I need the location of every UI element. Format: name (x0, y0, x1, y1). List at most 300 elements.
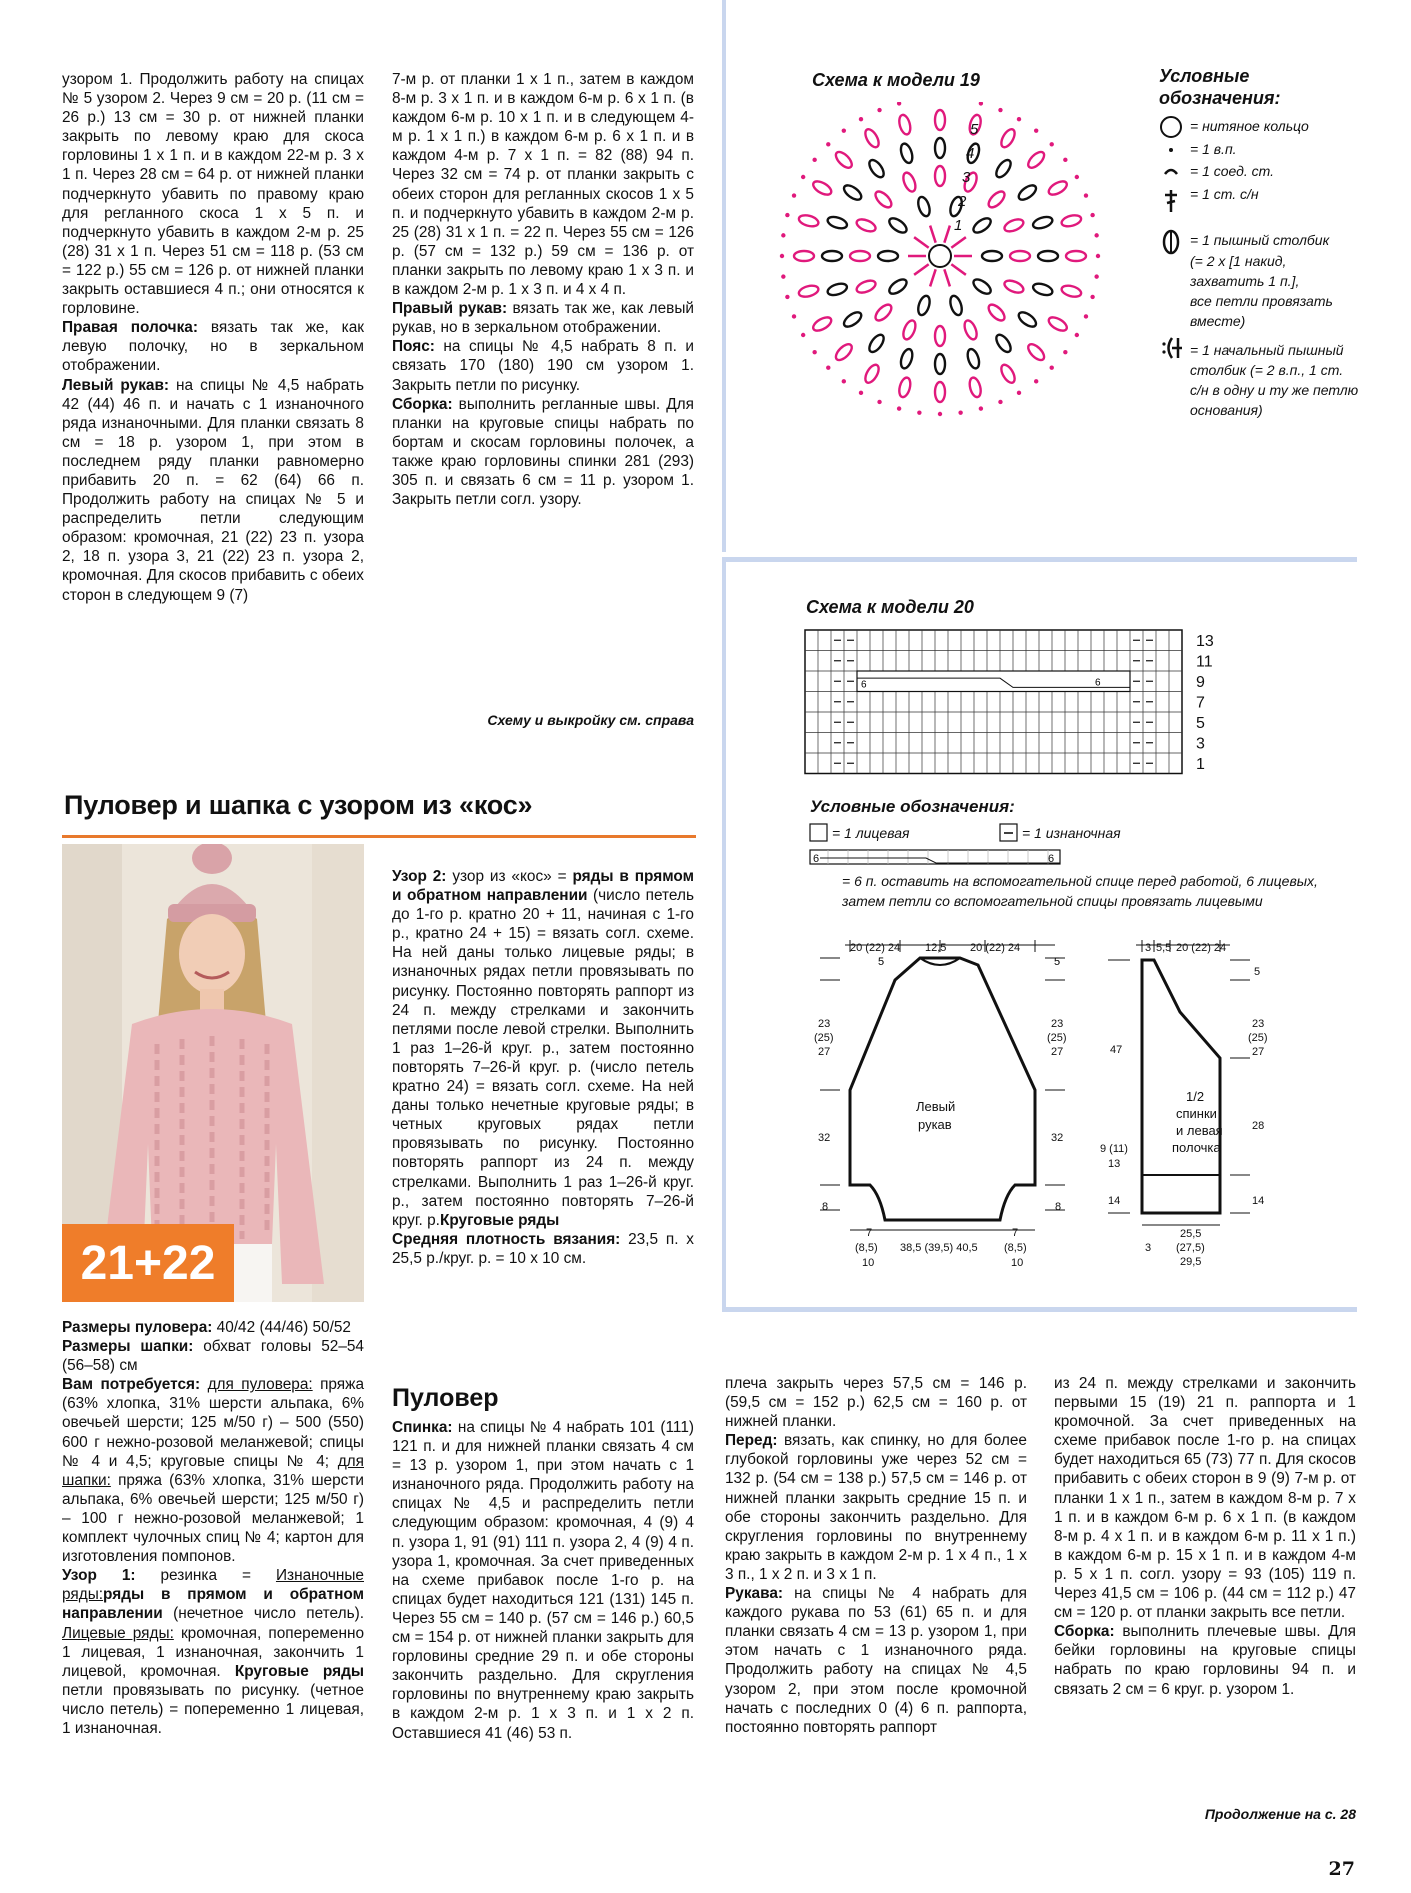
sleeve-bottom-width: 38,5 (39,5) 40,5 (900, 1242, 978, 1254)
sleeve-side-b-right: (25) (1047, 1032, 1067, 1044)
title-rule (62, 835, 696, 838)
bold-text: Размеры шапки: (62, 1338, 194, 1356)
stitch-puff (873, 189, 894, 210)
stitch-puff (867, 158, 887, 180)
scheme-20-cable-label: 6 (813, 853, 820, 865)
row-number: 4 (966, 145, 975, 162)
body-text: из 24 п. между стрелками и закончить первыми 15 (19) 21 п. раппорта и 1 кромочной. За счет приведенных на схеме прибавок после 1-го р. на спицах будет находиться 65 (73) 77 п. Для скосов прибавить с обеих сторон в 9 (9) 7-м р. от планки 1 х 1 п., затем в каждом 8-м р. 7 х 1 п. и в каждом 6-м р. 6 х 1 п. (в каждом 8-м р. 4 х 1 п. и в каждом 6-м р. 11 х 1 п.) в каждом 6-м р. 15 х 1 п. и в каждом 4-м р. 5 х 1 п. согл. узору = 93 (105) 119 п. Через 41,5 см = 106 р. (44 см = 112 р.) 47 см = 120 р. от планки закрыть все петли. (1054, 1375, 1356, 1622)
back-bottom-c: 29,5 (1180, 1256, 1202, 1268)
stitch-chain (1090, 295, 1094, 299)
stitch-chain (1096, 254, 1100, 258)
paragraph (392, 299, 694, 337)
stitch-chain (979, 102, 983, 106)
sleeve-side-8-right: 8 (1055, 1201, 1062, 1213)
stitch-puff (999, 127, 1018, 149)
stitch-dc (944, 226, 950, 243)
stitch-chain (938, 412, 942, 416)
body-text: 23,5 п. х 25,5 р./круг. р. = 10 х 10 см. (392, 1230, 694, 1267)
stitch-chain (1094, 274, 1098, 278)
stitch-puff (935, 110, 945, 130)
stitch-chain (998, 400, 1002, 404)
scheme-20-legend-purl: = 1 изнаночная (1022, 825, 1121, 841)
stitch-chain (877, 108, 881, 112)
scheme-19-legend-item-4: = 1 ст. с/н (1190, 186, 1259, 202)
body-text: (четное число петель) = попеременно 1 лицевая, 1 изнаночная. (62, 1681, 364, 1737)
scheme-19-title: Схема к модели 19 (812, 70, 980, 90)
paragraph (1054, 1622, 1356, 1698)
bold-text: Узор 2: (392, 868, 447, 885)
back-right-28: 28 (1252, 1120, 1265, 1132)
scheme-20-legend-cable-1: = 6 п. оставить на вспомогательной спице перед работой, 6 лицевых, (842, 873, 1318, 889)
bold-text: Рукава: (725, 1585, 784, 1603)
row-number: 1 (954, 217, 963, 234)
stitch-chain (1017, 117, 1021, 121)
back-bottom-a: 25,5 (1180, 1228, 1202, 1240)
stitch-puff (887, 277, 909, 297)
stitch-chain (897, 102, 901, 106)
body-text: вязать так же, как левый рукав, но в зеркальном отображении. (392, 300, 694, 337)
stitch-puff (899, 348, 915, 370)
stitch-puff (899, 142, 915, 164)
stitch-puff (826, 215, 848, 231)
stitch-chain (792, 193, 796, 197)
stitch-chain (780, 254, 784, 258)
back-left-13: 13 (1108, 1158, 1121, 1170)
body-text: (число петель кратно 24) = вязать согл. схеме. На ней даны только нечетные круговые ряды; в четных круговых рядах петли провязывать по рисунку. Постоянно повторять раппорт из 24 п. между стрелками. Выполнить 1 раз 1–26-й круг. р., затем постоянно повторять 7–26-й круг. р. (392, 1058, 694, 1229)
sleeve-bottom-85: (8,5) (855, 1242, 878, 1254)
stitch-puff (1003, 278, 1025, 295)
stitch-puff (971, 277, 993, 297)
stitch-puff (999, 363, 1018, 385)
stitch-puff (901, 319, 918, 341)
model-photo (62, 844, 364, 1302)
stitch-puff (916, 294, 932, 316)
stitch-puff (798, 284, 820, 299)
stitch-puff (798, 213, 820, 228)
bold-text: Размеры пуловера: (62, 1319, 213, 1336)
stitch-chain (801, 175, 805, 179)
double-crochet-icon (1165, 190, 1177, 212)
stitch-puff (822, 251, 842, 261)
body-text: (число петель до 1-го р. кратно 20 + 11, начиная с 1-го р., кратно 24 + 15) = вязать согл. схеме. На ней даны только лицевые ряды; в изнаночных рядах петли провязывать по рисунку. Постоянно повторять раппорт из 24 п. между стрелками и закончить петлями после левой стрелки. Выполнить 1 раз 1–26-й круг. р., затем постоянно повторять 7–26-й круг. р. (392, 887, 694, 1076)
back-label-2: спинки (1176, 1106, 1217, 1121)
paragraph (62, 1337, 364, 1375)
stitch-puff (901, 171, 918, 193)
stitch-puff (842, 310, 864, 330)
sleeve-top-mid: 12,5 (925, 942, 947, 954)
stitch-puff (935, 326, 945, 346)
stitch-puff (986, 302, 1007, 323)
back-right-5: 5 (1254, 966, 1261, 978)
stitch-puff (1060, 213, 1082, 228)
sleeve-dim-5-left: 5 (878, 956, 885, 968)
back-top-3: 3 (1145, 942, 1152, 954)
stitch-chain (1034, 128, 1038, 132)
body-text: 7-м р. от планки 1 х 1 п., затем в каждом 8-м р. 3 х 1 п. и в каждом 6-м р. 6 х 1 п. (в каждом 6-м р. 10 х 1 п. и в следующем 4-м р. 1 х 1 п.) в каждом 6-м р. 6 х 1 п. и в каждом 4-м р. 7 х 1 п. = 82 (88) 94 п. Через 32 см = 74 р. от планки закрыть с обеих сторон для регланных скосов 1 х 5 п. и подчеркнуто убавить в каждом 2-м р. 25 (28) 31 х 1 п. = 22 п. Через 55 см = 126 р. (57 см = 132 р.) 59 см = 136 р. от планки закрыть по левому краю 1 х 3 п. и в каждом 2-м р. 1 х 3 п. и 4 х 4 п. (392, 71, 694, 299)
bold-text: ряды в прямом и обратном направлении (62, 1586, 364, 1623)
body-text: на спицы № 4,5 набрать 42 (44) 46 п. и начать с 1 изнаночного ряда изнаночными. Для планки связать 8 см = 18 р. узором 1, при этом в последнем ряду планки равномерно прибавить 20 п. = 62 (64) 66 п. Продолжить работу на спицах № 5 и распределить петли следующим образом: кромочная, 21 (22) 23 п. узора 2, 18 п. узора 3, 21 (22) 23 п. узора 2, кромочная. Для скосов прибавить с обеих сторон в следующем 9 (7) (62, 376, 364, 604)
magic-ring-icon (1161, 117, 1181, 137)
stitch-puff (935, 382, 945, 402)
paragraph (62, 1318, 364, 1337)
sleeve-bottom-7-right: 7 (1012, 1227, 1019, 1239)
bold-text: Круговые ряды (439, 1211, 560, 1229)
underlined-text: для пуловера: (207, 1376, 313, 1394)
stitch-chain (877, 400, 881, 404)
stitch-chain (1084, 314, 1088, 318)
stitch-chain (859, 117, 863, 121)
bold-text: Сборка: (1054, 1623, 1115, 1641)
paragraph (392, 70, 694, 299)
stitch-chain (1090, 213, 1094, 217)
stitch-chain (785, 213, 789, 217)
scheme-19-legend-item-8: все петли провязать (1190, 293, 1333, 309)
stitch-puff (1003, 217, 1025, 234)
stitch-chain (1034, 379, 1038, 383)
stitch-puff (962, 319, 979, 341)
row-number: 2 (958, 193, 967, 210)
stitch-chain (897, 406, 901, 410)
stitch-puff (833, 342, 854, 363)
scheme-20-legend-title: Условные обозначения: (810, 797, 1015, 816)
cable-label-right: 6 (1095, 677, 1101, 689)
sleeve-top-left: 20 (22) 24 (850, 942, 901, 954)
text-column-4-bottom (1054, 1374, 1356, 1699)
row-number: 13 (1196, 633, 1214, 650)
sleeve-side-c: 27 (818, 1046, 831, 1058)
stitch-dc (914, 237, 929, 248)
stitch-puff (948, 294, 964, 316)
scheme-19-legend-item-2: = 1 в.п. (1190, 141, 1237, 157)
text-column-2-top (392, 70, 694, 509)
stitch-chain (1063, 350, 1067, 354)
stitch-chain (917, 410, 921, 414)
text-column-2-bottom (392, 1418, 694, 1743)
body-text: на спицы № 4 набрать 101 (111) 121 п. и для нижней планки связать 4 см = 13 р. узором 1, при этом начать с 1 изнаночного ряда. Продолжить работу на спицах № 4,5 и распределить петли следующим образом: кромочная, 4 (9) 4 п. узора 1, 91 (91) 111 п. узора 2, 4 (9) 4 п. узора 1, кромочная. За счет приведенных на схеме прибавок после 1-го р. на спицах будет находиться 121 (131) 145 п. Через 55 см = 140 р. (57 см = 146 р.) 60,5 см = 154 р. от нижней планки закрыть для горловины средние 29 п. и обе стороны закончить раздельно. Для скругления горловины по внутреннему краю закрыть в каждом 2-м р. 1 х 3 п. и 1 х 2 п. Оставшиеся 41 (46) 53 п. (392, 1419, 694, 1742)
stitch-dc (930, 226, 936, 243)
starting-puff-stitch-icon (1169, 338, 1183, 358)
bold-text: Вам потребуется: (62, 1376, 201, 1394)
sleeve-side-b: (25) (814, 1032, 834, 1044)
stitch-dc (914, 264, 929, 275)
body-text: вязать так же, как левую полочку, но в зеркальном отображении. (62, 319, 365, 375)
pulover-heading: Пуловер (392, 1384, 499, 1412)
row-number: 7 (1196, 694, 1205, 712)
body-text: (нечетное число петель). (162, 1605, 364, 1623)
model-number-badge: 21+22 (62, 1224, 234, 1302)
scheme-19-legend-title-1: Условные (1159, 66, 1250, 86)
stitch-puff (994, 332, 1014, 354)
stitch-puff (982, 251, 1002, 261)
scheme-20-legend-knit: = 1 лицевая (832, 825, 910, 841)
see-right-note: Схему и выкройку см. справа (487, 712, 694, 728)
stitch-chain (1017, 391, 1021, 395)
scheme-19-legend-item-7: захватить 1 п.], (1190, 273, 1300, 289)
scheme-19-legend-item-9: вместе) (1190, 313, 1246, 329)
scheme-19-legend-item-5: = 1 пышный столбик (1190, 232, 1330, 248)
row-number: 9 (1196, 674, 1205, 691)
body-text: узор из «кос» = (446, 868, 573, 885)
stitch-puff (1010, 251, 1030, 261)
body-text: на спицы № 4,5 набрать 8 п. и связать 170 (180) 190 см узором 1. Закрыть петли по рисунку. (392, 338, 694, 394)
sleeve-side-a-right: 23 (1051, 1018, 1064, 1030)
scheme-20-title: Схема к модели 20 (806, 597, 974, 617)
grid-border (805, 630, 1182, 774)
stitch-puff (873, 302, 894, 323)
body-text: на спицы № 4 набрать для каждого рукава по 53 (61) 65 п. и для планки связать 4 см = 13 р. узором 1, при этом начать с 1 изнаночного ряда. Продолжить работу на спицах № 4,5 узором 2, при этом после кромочной начать с последних 0 (4) 6 п. раппорта, постоянно повторять раппорт (725, 1585, 1027, 1736)
stitch-chain (998, 108, 1002, 112)
paragraph (62, 1566, 364, 1738)
stitch-puff (811, 315, 833, 334)
row-number: 5 (1196, 715, 1205, 732)
stitch-chain (1050, 142, 1054, 146)
stitch-chain (842, 379, 846, 383)
back-label-3: и левая (1176, 1123, 1223, 1138)
page-number: 27 (1328, 1858, 1355, 1880)
bold-text: Спинка: (392, 1419, 453, 1436)
scheme-19-legend-item-12: с/н в одну и ту же петлю (1190, 382, 1359, 398)
back-bottom-3: 3 (1145, 1242, 1152, 1254)
paragraph (392, 337, 694, 394)
diagram-frame-divider (722, 557, 1357, 562)
stitch-chain (1094, 233, 1098, 237)
back-left-14: 14 (1108, 1195, 1121, 1207)
row-number: 5 (970, 121, 979, 138)
sleeve-label-1: Левый (916, 1099, 956, 1114)
stitch-chain (958, 410, 962, 414)
stitch-puff (794, 251, 814, 261)
scheme-20-legend-cable-2: затем петли со вспомогательной спицы провязать лицевыми (842, 893, 1263, 909)
back-right-14: 14 (1252, 1195, 1265, 1207)
sleeve-side-c-right: 27 (1051, 1046, 1064, 1058)
stitch-chain (1063, 158, 1067, 162)
stitch-puff (1032, 215, 1054, 231)
stitch-puff (887, 216, 909, 236)
stitch-puff (863, 127, 882, 149)
stitch-puff (863, 363, 882, 385)
paragraph (62, 318, 364, 375)
sleeve-bottom-7: 7 (866, 1227, 873, 1239)
back-left-47: 47 (1110, 1044, 1123, 1056)
stitch-puff (1047, 179, 1069, 198)
body-text: кромочная, попеременно 1 лицевая, 1 изнаночная, закончить 1 лицевой, кромочная. (62, 1624, 364, 1680)
body-text: выполнить регланные швы. Для планки на круговые спицы набрать по бортам и скосам горловины полочек, а также краю горловины спинки 281 (293) 305 п. и связать 6 см = 11 р. узором 1. Закрыть петли согл. узору. (392, 395, 694, 509)
diagram-frame-bottom (722, 1307, 1357, 1312)
scheme-19-legend-item-6: (= 2 х [1 накид, (1190, 253, 1287, 269)
bold-text: Средняя плотность вязания: (392, 1230, 621, 1248)
scheme-19-legend-title-2: обозначения: (1159, 88, 1281, 108)
back-label-4: полочка (1172, 1140, 1221, 1155)
text-column-2-middle (392, 867, 694, 1268)
body-text: резинка = (135, 1567, 276, 1585)
stitch-dc (951, 237, 966, 248)
stitch-puff (855, 278, 877, 295)
row-number: 3 (962, 169, 971, 186)
body-text: пряжа (63% хлопка, 31% шерсти альпака, 6% овечьей шерсти; 125 м/50 г) – 500 (550) 600 г нежно-розовой меланжевой; спицы № 4 и 4,5; круговые спицы № 4; (62, 1376, 364, 1470)
stitch-chain (792, 314, 796, 318)
diagram-frame-left-2 (722, 562, 726, 1312)
chain-icon (1169, 148, 1173, 152)
text-column-1-top (62, 70, 364, 605)
paragraph (62, 376, 364, 605)
bold-text: Узор 1: (62, 1567, 136, 1585)
row-number: 1 (1196, 756, 1205, 773)
sleeve-bottom-85-right: (8,5) (1004, 1242, 1027, 1254)
stitch-puff (1016, 183, 1038, 203)
stitch-puff (1047, 315, 1069, 334)
stitch-chain (801, 333, 805, 337)
body-text: плеча закрыть через 57,5 см = 146 р. (59,5 см = 152 р.) 62,5 см = 160 р. от нижней планки. (725, 1375, 1027, 1431)
stitch-puff (842, 183, 864, 203)
stitch-puff (826, 282, 848, 298)
scheme-19-legend-symbols (1158, 114, 1188, 364)
stitch-puff (1038, 251, 1058, 261)
paragraph (392, 1418, 694, 1743)
stitch-puff (916, 195, 932, 217)
stitch-puff (867, 332, 887, 354)
bold-text: Правый рукав: (392, 300, 508, 318)
bold-text: Левый рукав: (62, 376, 170, 394)
row-number: 11 (1196, 653, 1213, 671)
stitch-puff (1060, 284, 1082, 299)
stitch-puff (966, 348, 982, 370)
stitch-puff (855, 217, 877, 234)
stitch-puff (1016, 310, 1038, 330)
row-number: 3 (1196, 735, 1205, 753)
sleeve-dim-5-right: 5 (1054, 956, 1061, 968)
stitch-chain (1075, 175, 1079, 179)
body-text: обхват головы 52–54 (56–58) см (62, 1338, 364, 1375)
sleeve-outline (850, 958, 1035, 1220)
article-title: Пуловер и шапка с узором из «кос» (64, 790, 533, 820)
cable-cell (857, 671, 1130, 692)
stitch-puff (1066, 251, 1086, 261)
continued-note: Продолжение на с. 28 (1204, 1806, 1356, 1822)
scheme-20-cable-label-right: 6 (1048, 853, 1055, 865)
body-text: пряжа (63% хлопка, 31% шерсти альпака, 6% овечьей шерсти; 125 м/50 г) – 100 г нежно-розовой меланжевой; 1 комплект чулочных спиц № 4; картон для изготовления помпонов. (62, 1471, 364, 1566)
slip-stitch-icon (1165, 170, 1177, 174)
paragraph (1054, 1374, 1356, 1622)
sleeve-bottom-10: 10 (862, 1257, 875, 1269)
center-ring (929, 245, 951, 267)
stitch-chain (1050, 366, 1054, 370)
stitch-chain (785, 295, 789, 299)
sleeve-side-8: 8 (822, 1201, 829, 1213)
bold-text: ряды в прямом и обратном направлении (392, 868, 694, 905)
stitch-puff (994, 158, 1014, 180)
stitch-chain (812, 158, 816, 162)
paragraph (392, 867, 694, 1230)
sleeve-side-32-right: 32 (1051, 1132, 1064, 1144)
stitch-puff (878, 251, 898, 261)
stitch-puff (1026, 342, 1047, 363)
scheme-19-chart (740, 102, 1140, 542)
scheme-20-grid (800, 625, 1220, 785)
back-bottom-b: (27,5) (1176, 1242, 1205, 1254)
stitch-chain (826, 366, 830, 370)
body-text: 40/42 (44/46) 50/52 (212, 1319, 351, 1336)
stitch-puff (897, 376, 912, 398)
back-right-b: (25) (1248, 1032, 1268, 1044)
stitch-chain (842, 128, 846, 132)
sleeve-bottom-10-right: 10 (1011, 1257, 1024, 1269)
body-text: вязать, как спинку, но для более глубокой горловины уже через 52 см = 132 р. (54 см = 138 р.) 57,5 см = 146 р. от нижней планки закрыть средние 15 п. и обе стороны закончить раздельно. Для скругления горловины по внутреннему краю закрыть в каждом 2-м р. 1 х 4 п., 1 х 3 п., 1 х 2 п. и 3 х 1 п. (725, 1432, 1027, 1583)
paragraph (725, 1431, 1027, 1584)
back-top-w: 20 (22) 24 (1176, 942, 1227, 954)
stitch-dc (944, 269, 950, 286)
body-text: выполнить плечевые швы. Для бейки горловины на круговые спицы набрать по краю горловины 94 п. и связать 2 см = 6 круг. р. узором 1. (1054, 1623, 1356, 1698)
stitch-dc (951, 264, 966, 275)
cable-stitch-icon (810, 850, 1060, 864)
bold-text: Сборка: (392, 395, 453, 413)
stitch-puff (833, 149, 854, 170)
scheme-19-legend-item-1: = нитяное кольцо (1190, 118, 1309, 134)
stitch-puff (935, 166, 945, 186)
stitch-chain (1084, 193, 1088, 197)
stitch-chain (781, 233, 785, 237)
paragraph (62, 1375, 364, 1566)
stitch-chain (979, 406, 983, 410)
back-left-9: 9 (11) (1100, 1143, 1128, 1155)
diagram-frame-left (722, 0, 726, 552)
back-top-55: 5,5 (1156, 942, 1172, 954)
underlined-text: Лицевые ряды: (62, 1624, 174, 1642)
bold-text: Пояс: (392, 338, 435, 356)
back-label-1: 1/2 (1186, 1089, 1205, 1104)
stitch-puff (986, 189, 1007, 210)
back-right-c: 27 (1252, 1046, 1265, 1058)
bold-text: Перед: (725, 1432, 778, 1450)
stitch-puff (850, 251, 870, 261)
body-text: петли провязывать по рисунку. (62, 1681, 311, 1699)
stitch-chain (781, 274, 785, 278)
scheme-19-legend-item-11: столбик (= 2 в.п., 1 ст. (1190, 362, 1344, 378)
text-column-3-bottom (725, 1374, 1027, 1737)
back-right-a: 23 (1252, 1018, 1265, 1030)
paragraph (725, 1374, 1027, 1431)
stitch-puff (897, 114, 912, 136)
stitch-puff (811, 179, 833, 198)
stitch-puff (968, 376, 983, 398)
paragraph (392, 395, 694, 510)
stitch-puff (1026, 149, 1047, 170)
sleeve-label-2: рукав (918, 1117, 952, 1132)
sleeve-top-right: 20 (22) 24 (970, 942, 1021, 954)
paragraph (725, 1584, 1027, 1737)
stitch-puff (1032, 282, 1054, 298)
underlined-text: Изнаночные ряды: (62, 1567, 364, 1604)
stitch-chain (859, 391, 863, 395)
underlined-text: для шапки: (62, 1452, 364, 1489)
cable-label-left: 6 (861, 679, 867, 691)
stitch-chain (1075, 333, 1079, 337)
stitch-puff (935, 138, 945, 158)
stitch-chain (812, 350, 816, 354)
stitch-chain (826, 142, 830, 146)
body-text: узором 1. Продолжить работу на спицах № 5 узором 2. Через 9 см = 20 р. (11 см = 26 р.) 13 см = 30 р. от нижней планки закрыть по левому краю для скоса горловины 1 х 1 п. и в каждом 22-м р. 3 х 1 п. Через 28 см = 64 р. от нижней планки подчеркнуто убавить по правому краю для регланного скоса 1 х 5 п. и подчеркнуто убавить в каждом 2-м р. 25 (28) 31 х 1 п. Через 51 см = 118 р. (53 см = 122 р.) 55 см = 126 р. от нижней планки закрыть оставшиеся 4 п.; они относятся к горловине. (62, 71, 364, 318)
bold-text: Круговые ряды (234, 1662, 365, 1680)
paragraph (392, 1230, 694, 1268)
paragraph (62, 70, 364, 318)
stitch-puff (971, 216, 993, 236)
scheme-19-legend-item-3: = 1 соед. ст. (1190, 163, 1275, 179)
sleeve-side-32: 32 (818, 1132, 831, 1144)
bold-text: Правая полочка: (62, 319, 198, 337)
knit-stitch-icon (810, 824, 827, 841)
scheme-19-legend-item-10: = 1 начальный пышный (1190, 342, 1344, 358)
stitch-puff (935, 354, 945, 374)
sleeve-side-a: 23 (818, 1018, 831, 1030)
